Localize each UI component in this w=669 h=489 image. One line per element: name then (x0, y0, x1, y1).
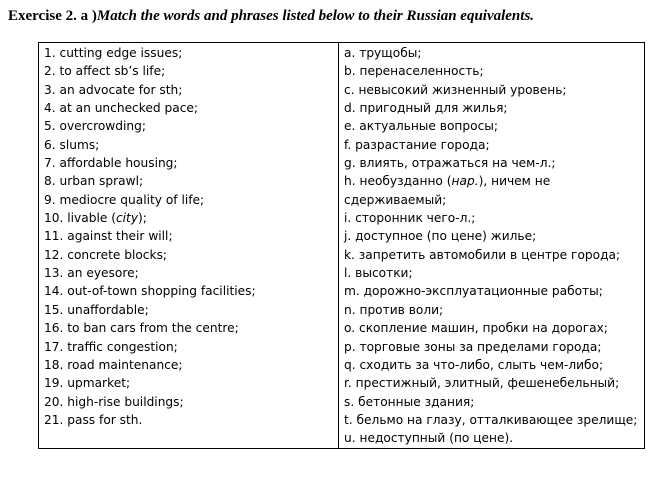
english-phrase-item-text: 10. livable ( (44, 211, 116, 226)
english-phrase-item: 16. to ban cars from the centre; (44, 321, 239, 336)
english-phrase-item: 12. concrete blocks; (44, 247, 168, 262)
russian-equivalent-item: o. скопление машин, пробки на дорогах; (344, 321, 608, 336)
english-phrase-item: 15. unaffordable; (44, 302, 149, 317)
russian-equivalent-item-text: h. необузданно ( (344, 174, 452, 189)
english-phrase-item (44, 209, 338, 227)
russian-equivalent-item: u. недоступный (по цене). (344, 431, 514, 446)
russian-equivalent-item: t. бельмо на глазу, отталкивающее зрелище; (344, 412, 638, 427)
english-phrase-item-italic-text: city (115, 211, 139, 226)
russian-equivalent-item: f. разрастание города; (344, 137, 490, 152)
english-phrase-item: 19. upmarket; (44, 376, 131, 391)
english-phrase-item: 21. pass for sth. (44, 412, 143, 427)
english-phrase-item: 20. high-rise buildings; (44, 394, 184, 409)
russian-equivalent-item: g. влиять, отражаться на чем-л.; (344, 156, 556, 171)
russian-equivalent-item: j. доступное (по цене) жилье; (344, 229, 537, 244)
russian-equivalent-item: i. сторонник чего-л.; (344, 211, 476, 226)
russian-equivalent-item: r. престижный, элитный, фешенебельный; (344, 376, 620, 391)
russian-equivalent-item-italic-text: нар. (451, 174, 479, 189)
russian-equivalent-item: d. пригодный для жилья; (344, 101, 508, 116)
russian-equivalent-item: s. бетонные здания; (344, 394, 475, 409)
english-phrase-item: 13. an eyesore; (44, 266, 139, 281)
russian-equivalent-item: c. невысокий жизненный уровень; (344, 82, 567, 97)
english-phrase-item: 11. against their will; (44, 229, 173, 244)
english-phrase-item: 4. at an unchecked pace; (44, 101, 199, 116)
russian-equivalents-column (339, 43, 645, 449)
russian-equivalent-item: a. трущобы; (344, 46, 422, 60)
russian-equivalent-item: q. сходить за что-либо, слыть чем-либо; (344, 357, 604, 372)
english-phrase-item-text: ); (138, 211, 147, 226)
exercise-title (8, 6, 534, 26)
english-phrase-item: 3. an advocate for sth; (44, 82, 183, 97)
russian-equivalent-item: n. против воли; (344, 302, 444, 317)
english-phrase-item: 6. slums; (44, 137, 100, 152)
english-phrase-item: 18. road maintenance; (44, 357, 183, 372)
english-phrases-column (39, 43, 339, 449)
english-phrase-item: 7. affordable housing; (44, 156, 178, 171)
english-phrase-item: 14. out-of-town shopping facilities; (44, 284, 256, 299)
russian-equivalent-item: k. запретить автомобили в центре города; (344, 247, 621, 262)
english-phrase-item: 2. to affect sb’s life; (44, 64, 166, 79)
english-phrase-item: 8. urban sprawl; (44, 174, 144, 189)
russian-equivalent-item (344, 172, 644, 209)
russian-equivalent-item: p. торговые зоны за пределами города; (344, 339, 602, 354)
exercise-title-number: Exercise 2. a ) (8, 8, 97, 24)
russian-equivalent-item: l. высотки; (344, 266, 413, 281)
russian-equivalent-item: b. перенаселенность; (344, 64, 484, 79)
english-phrase-item: 17. traffic congestion; (44, 339, 178, 354)
matching-table (38, 42, 645, 449)
russian-equivalent-item-text: ), ничем не сдерживаемый; (344, 174, 551, 207)
russian-equivalent-item: m. дорожно-эксплуатационные работы; (344, 284, 603, 299)
english-phrase-item: 1. cutting edge issues; (44, 46, 183, 60)
english-phrase-item: 5. overcrowding; (44, 119, 146, 134)
english-phrase-item: 9. mediocre quality of life; (44, 192, 205, 207)
russian-equivalent-item: e. актуальные вопросы; (344, 119, 499, 134)
exercise-title-instruction: Match the words and phrases listed below to their Russian equivalents. (96, 8, 535, 24)
matching-table-row (39, 43, 645, 449)
